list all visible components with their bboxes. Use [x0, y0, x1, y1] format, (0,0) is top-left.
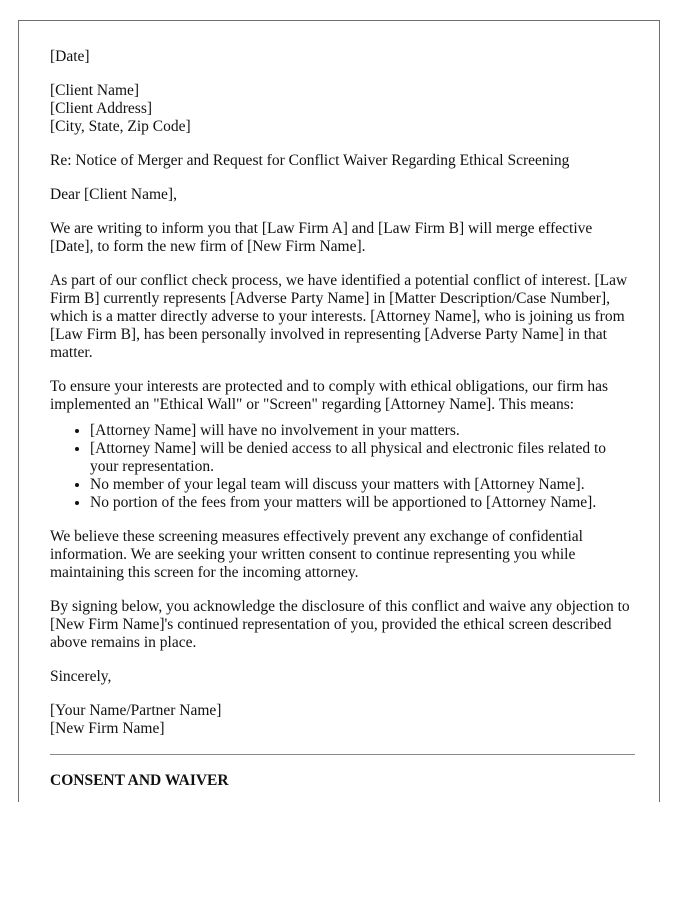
list-item: • No member of your legal team will discuss your matters with [Attorney Name].: [90, 476, 635, 494]
consent-waiver-heading: CONSENT AND WAIVER: [50, 772, 229, 789]
list-item: • [Attorney Name] will be denied access to all physical and electronic files related to your representation.: [90, 440, 635, 476]
signature-block: [50, 702, 635, 738]
list-item: • No portion of the fees from your matters will be apportioned to [Attorney Name].: [90, 494, 635, 512]
paragraph-screening-consent: We believe these screening measures effectively prevent any exchange of confidential information. We are seeking your written consent to continue representing you while maintaining this screen for the incoming attorney.: [50, 528, 583, 581]
screen-measures-list: [50, 422, 635, 512]
signature-name: [Your Name/Partner Name]: [50, 702, 222, 719]
letter-date: [Date]: [50, 48, 90, 65]
section-divider: [50, 754, 635, 755]
recipient-block: [50, 82, 635, 136]
paragraph-merger-notice: We are writing to inform you that [Law Firm A] and [Law Firm B] will merge effective [Date], to form the new firm of [New Firm Name].: [50, 220, 593, 255]
divider-container: [50, 754, 635, 755]
letter-body: [50, 48, 635, 806]
recipient-name: [Client Name]: [50, 82, 140, 99]
signature-firm: [New Firm Name]: [50, 720, 165, 737]
paragraph-ethical-wall: To ensure your interests are protected and to comply with ethical obligations, our firm has implemented an "Ethical Wall" or "Screen" regarding [Attorney Name]. This means:: [50, 378, 609, 413]
recipient-city-state-zip: [City, State, Zip Code]: [50, 118, 191, 135]
recipient-address: [Client Address]: [50, 100, 153, 117]
salutation: Dear [Client Name],: [50, 186, 177, 203]
paragraph-conflict-description: As part of our conflict check process, we have identified a potential conflict of interest. [Law Firm B] currently represents [Adverse Party Name] in [Matter Description/Case Number], which is a matter directly adverse to your interests. [Attorney Name], who is joining us from [Law Firm B], has been personally involved in representing [Adverse Party Name] in that matter.: [50, 272, 628, 361]
subject-line: Re: Notice of Merger and Request for Conflict Waiver Regarding Ethical Screening: [50, 152, 570, 169]
paragraph-acknowledgement: By signing below, you acknowledge the disclosure of this conflict and waive any objection to [New Firm Name]'s continued representation of you, provided the ethical screen described above remains in place.: [50, 598, 630, 651]
document-page: [18, 20, 660, 802]
closing: Sincerely,: [50, 668, 112, 685]
list-item: • [Attorney Name] will have no involvement in your matters.: [90, 422, 635, 440]
